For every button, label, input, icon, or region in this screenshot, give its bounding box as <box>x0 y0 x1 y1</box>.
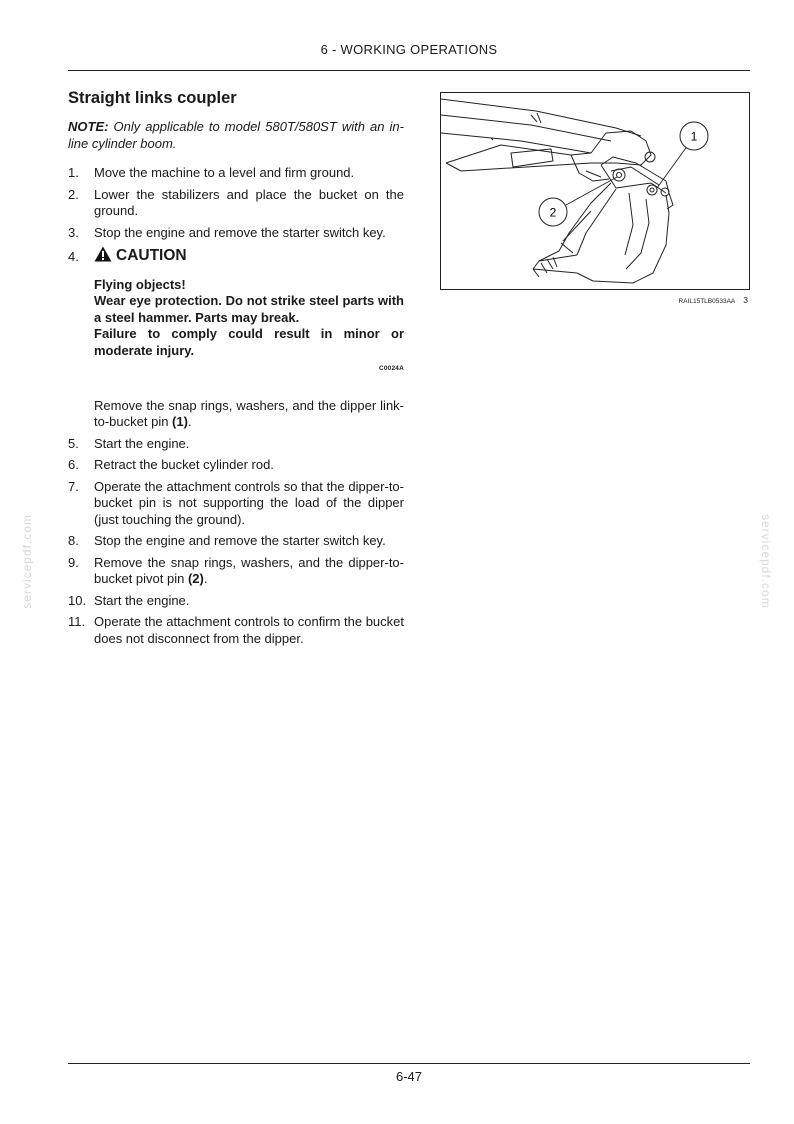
step-text: Start the engine. <box>94 435 190 451</box>
warning-triangle-icon <box>94 246 112 267</box>
step-text: Stop the engine and remove the starter switch key. <box>94 533 386 548</box>
step-9 <box>68 555 404 588</box>
step-text: Start the engine. <box>94 592 190 608</box>
watermark-right: servicepdf.com <box>759 514 773 609</box>
step-text-end: . <box>203 571 208 586</box>
step-11 <box>68 614 404 647</box>
page-header: 6 - WORKING OPERATIONS <box>320 42 498 57</box>
step-number: 2. <box>68 186 79 202</box>
step-number: 8. <box>68 533 79 548</box>
bucket-coupler-illustration <box>441 93 749 289</box>
callout-1-label: 1 <box>690 129 698 144</box>
caution-heading <box>94 246 404 267</box>
callout-1 <box>680 122 708 150</box>
main-content <box>68 88 404 652</box>
figure-code: RAIL15TLB0533AA <box>678 298 736 305</box>
caution-line-3: Failure to comply could result in minor or moderate injury. <box>94 326 404 358</box>
callout-2-label: 2 <box>549 205 557 220</box>
step-number: 6. <box>68 457 79 472</box>
caution-code: C0024A <box>378 365 404 372</box>
step-number: 1. <box>68 165 79 180</box>
note-label: NOTE: <box>68 119 109 134</box>
step-text: Remove the snap rings, washers, and the dipper-to-bucket pivot pin <box>94 554 404 586</box>
section-title: Straight links coupler <box>68 89 237 107</box>
step-text-end: . <box>187 414 192 429</box>
step-number: 9. <box>68 554 79 570</box>
step-number: 5. <box>68 435 79 451</box>
step-number: 4. <box>68 249 79 264</box>
step-number: 3. <box>68 224 79 240</box>
pin-reference-1: (1) <box>172 414 188 429</box>
note <box>68 119 404 152</box>
step-text: Stop the engine and remove the starter switch key. <box>94 224 386 240</box>
figure-caption <box>440 295 748 305</box>
footer-rule <box>68 1063 750 1064</box>
note-text: Only applicable to model 580T/580ST with an in-line cylinder boom. <box>68 119 404 151</box>
caution-line-1: Flying objects! <box>94 276 186 292</box>
caution-body <box>94 277 404 360</box>
step-10 <box>68 593 404 610</box>
caution-label: CAUTION <box>116 247 187 264</box>
step-8 <box>68 533 404 550</box>
step-2 <box>68 187 404 220</box>
step-number: 10. <box>68 592 87 608</box>
step-text: Operate the attachment controls so that the dipper-to-bucket pin is not supporting the load of the dipper (just touching the ground). <box>94 478 404 527</box>
step-text: Retract the bucket cylinder rod. <box>94 457 274 472</box>
step-text: Lower the stabilizers and place the bucket on the ground. <box>94 186 404 218</box>
caution-line-2: Wear eye protection. Do not strike steel parts with a steel hammer. Parts may break. <box>94 293 404 325</box>
step-text: Move the machine to a level and firm ground. <box>94 165 355 180</box>
figure-number: 3 <box>743 295 748 305</box>
step-4-text <box>94 398 404 431</box>
step-number: 7. <box>68 478 79 494</box>
step-6 <box>68 457 404 474</box>
procedure-steps <box>68 165 404 647</box>
step-text: Operate the attachment controls to confirm the bucket does not disconnect from the dipper. <box>94 614 404 646</box>
step-1 <box>68 165 404 182</box>
step-5 <box>68 436 404 453</box>
step-number: 11. <box>68 614 86 629</box>
pin-reference-2: (2) <box>187 571 204 586</box>
figure-bucket-coupler <box>440 92 750 290</box>
callout-2 <box>539 198 567 226</box>
step-text: Remove the snap rings, washers, and the dipper link-to-bucket pin <box>94 397 404 429</box>
watermark-left: servicepdf.com <box>20 514 34 609</box>
step-3 <box>68 225 404 242</box>
header-rule <box>68 70 750 71</box>
page-number: 6-47 <box>395 1069 423 1084</box>
step-4-caution <box>68 246 404 431</box>
step-7 <box>68 479 404 529</box>
